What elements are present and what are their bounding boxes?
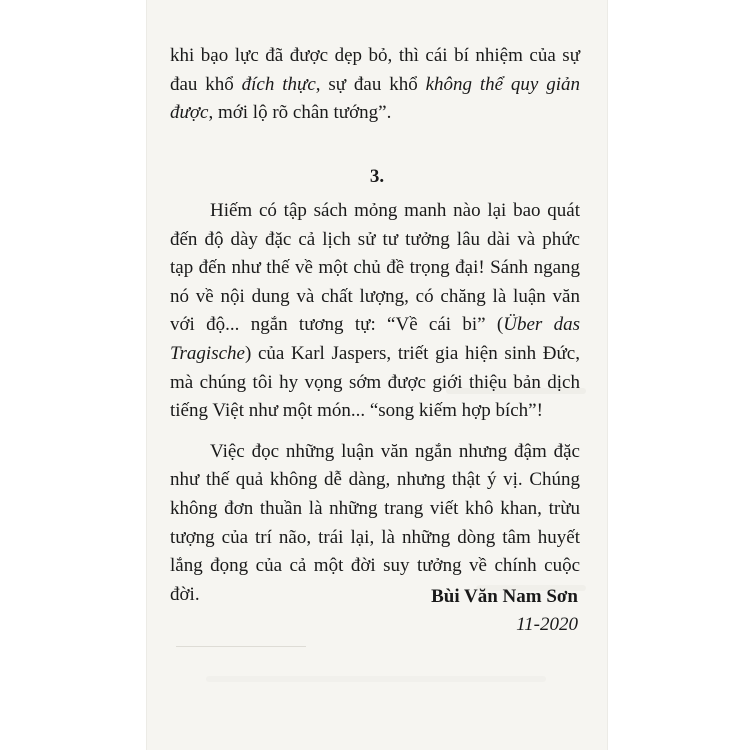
paragraph-2: Việc đọc những luận văn ngắn nhưng đậm đặc như thế quả không dễ dàng, nhưng thật ý vị. Chúng không đơn thuần là những trang viết khô khan, trừu tượng của trí não, trái lại, là những dòng tâm huyết lắng đọng của cả một đời suy tưởng về chính cuộc đời. <box>170 440 580 605</box>
body-text <box>170 197 580 609</box>
footnote-rule-bleed <box>176 646 306 647</box>
continued-line-part: , sự đau khổ <box>315 73 426 95</box>
book-page <box>146 0 608 750</box>
paragraph-1 <box>170 197 580 426</box>
author-signature: Bùi Văn Nam Sơn <box>431 586 578 607</box>
italic-phrase: đích thực <box>241 73 316 95</box>
italic-phrase: không thể quy giản được <box>170 73 580 124</box>
continued-line: khi bạo lực đã được dẹp bỏ, thì cái bí nhiệm của sự <box>170 45 580 66</box>
italic-title: Über das Tragische <box>170 314 580 364</box>
paragraph-1-text: Hiếm có tập sách mỏng manh nào lại bao quát đến độ dày đặc cả lịch sử tư tưởng lâu dài và phức tạp đến như thế về một chủ đề trọng đại! Sánh ngang nó về nội dung và chất lượng, có chăng là luận văn với độ... ngắn tương tự: “Về cái bi” ( <box>170 200 580 336</box>
section-number: 3. <box>369 166 385 187</box>
continued-paragraph <box>170 42 580 128</box>
continued-line-part: , mới lộ rõ chân tướng”. <box>208 102 392 124</box>
paragraph-1-text-end: ) của Karl Jaspers, triết gia hiện sinh Đức, mà chúng tôi hy vọng sớm được giới thiệu bản dịch tiếng Việt như một món... “song kiếm hợp bích”! <box>170 342 580 422</box>
continued-line-part: đau khổ <box>170 73 242 95</box>
top-paragraph <box>170 42 580 128</box>
bleed-through-mark <box>206 676 546 682</box>
signature-date: 11-2020 <box>516 614 578 635</box>
